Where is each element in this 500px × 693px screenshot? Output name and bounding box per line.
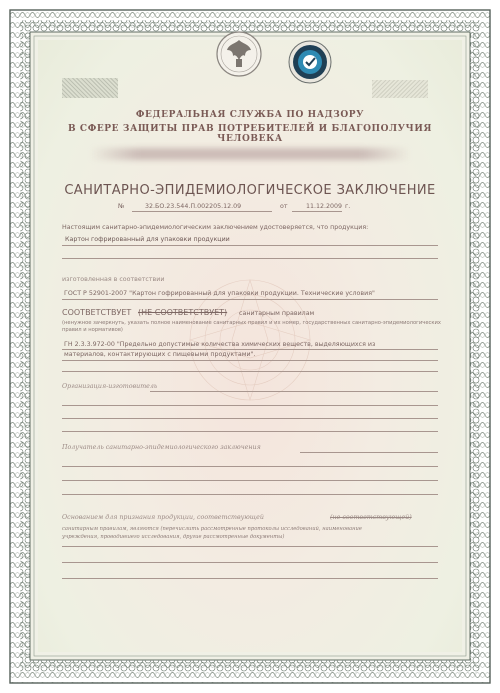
- intro-text: Настоящим санитарно-эпидемиологическим заключением удостоверяется, что продукция:: [62, 224, 369, 231]
- conforms-text: СООТВЕТСТВУЕТ: [62, 308, 132, 317]
- product-name: Картон гофрированный для упаковки продукции: [65, 236, 230, 243]
- grounds-line-1: Основанием для признания продукции, соответствующей: [62, 514, 264, 521]
- agency-line-2: В СФЕРЕ ЗАЩИТЫ ПРАВ ПОТРЕБИТЕЛЕЙ И БЛАГОПОЛУЧИЯ ЧЕЛОВЕКА: [67, 124, 432, 144]
- norms-underline-1: [62, 349, 438, 350]
- blank-line-2: [62, 371, 438, 372]
- rules-note-1: (ненужное зачеркнуть, указать полное наименование санитарных правил и их номер, государственных санитарно-эпидемиологических: [62, 320, 441, 326]
- grounds-strike: (не соответствующей): [330, 514, 412, 521]
- made-per-label: изготовленная в соответствии: [62, 276, 165, 283]
- blank-line-5: [62, 431, 438, 432]
- standard-underline: [62, 299, 438, 300]
- grounds-line-3: учреждения, проводившего исследования, другие рассмотренные документы): [62, 534, 285, 540]
- blank-line-8: [62, 494, 438, 495]
- document-date: 11.12.2009: [306, 203, 343, 210]
- not-conforms-text: (НЕ СООТВЕТСТВУЕТ): [138, 308, 228, 317]
- norms-underline-2: [62, 360, 438, 361]
- standard-text: ГОСТ Р 52901-2007 "Картон гофрированный для упаковки продукции. Технические условия": [64, 290, 375, 297]
- blank-line-3: [62, 405, 438, 406]
- rules-note-2: правил и нормативов): [62, 327, 123, 333]
- grounds-line-2: санитарным правилам, являются (перечислить рассмотренные протоколы исследований, наименование: [62, 526, 362, 532]
- document-title: САНИТАРНО-ЭПИДЕМИОЛОГИЧЕСКОЕ ЗАКЛЮЧЕНИЕ: [64, 183, 436, 198]
- blank-line-1: [62, 258, 438, 259]
- recipient-line: [300, 452, 438, 453]
- certification-logo-icon: [288, 40, 332, 84]
- blank-line-9: [62, 546, 438, 547]
- norms-line-2: материалов, контактирующих с пищевыми продуктами".: [64, 351, 256, 358]
- faint-stamp: [372, 80, 428, 98]
- eagle-seal-icon: [215, 30, 263, 78]
- blank-line-7: [62, 480, 438, 481]
- redacted-line: [90, 148, 410, 160]
- recipient-label: Получатель санитарно-эпидемиологического заключения: [62, 444, 261, 451]
- hatched-stamp: [62, 78, 118, 98]
- date-suffix: г.: [345, 203, 351, 210]
- blank-line-10: [62, 562, 438, 563]
- manufacturer-line: [150, 391, 438, 392]
- sanitary-rules-label: санитарным правилам: [239, 310, 315, 317]
- number-label: №: [118, 203, 125, 210]
- number-underline: [132, 211, 272, 212]
- blank-line-4: [62, 418, 438, 419]
- blank-line-11: [62, 578, 438, 579]
- document-number: 32.БО.23.544.П.002205.12.09: [145, 203, 242, 210]
- date-label: от: [280, 203, 288, 210]
- blank-line-6: [62, 466, 438, 467]
- product-underline: [62, 245, 438, 246]
- manufacturer-label: Организация-изготовитель: [62, 383, 158, 390]
- norms-line-1: ГН 2.3.3.972-00 "Предельно допустимые количества химических веществ, выделяющихся из: [64, 341, 376, 348]
- agency-line-1: ФЕДЕРАЛЬНАЯ СЛУЖБА ПО НАДЗОРУ: [135, 110, 365, 120]
- date-underline: [292, 211, 342, 212]
